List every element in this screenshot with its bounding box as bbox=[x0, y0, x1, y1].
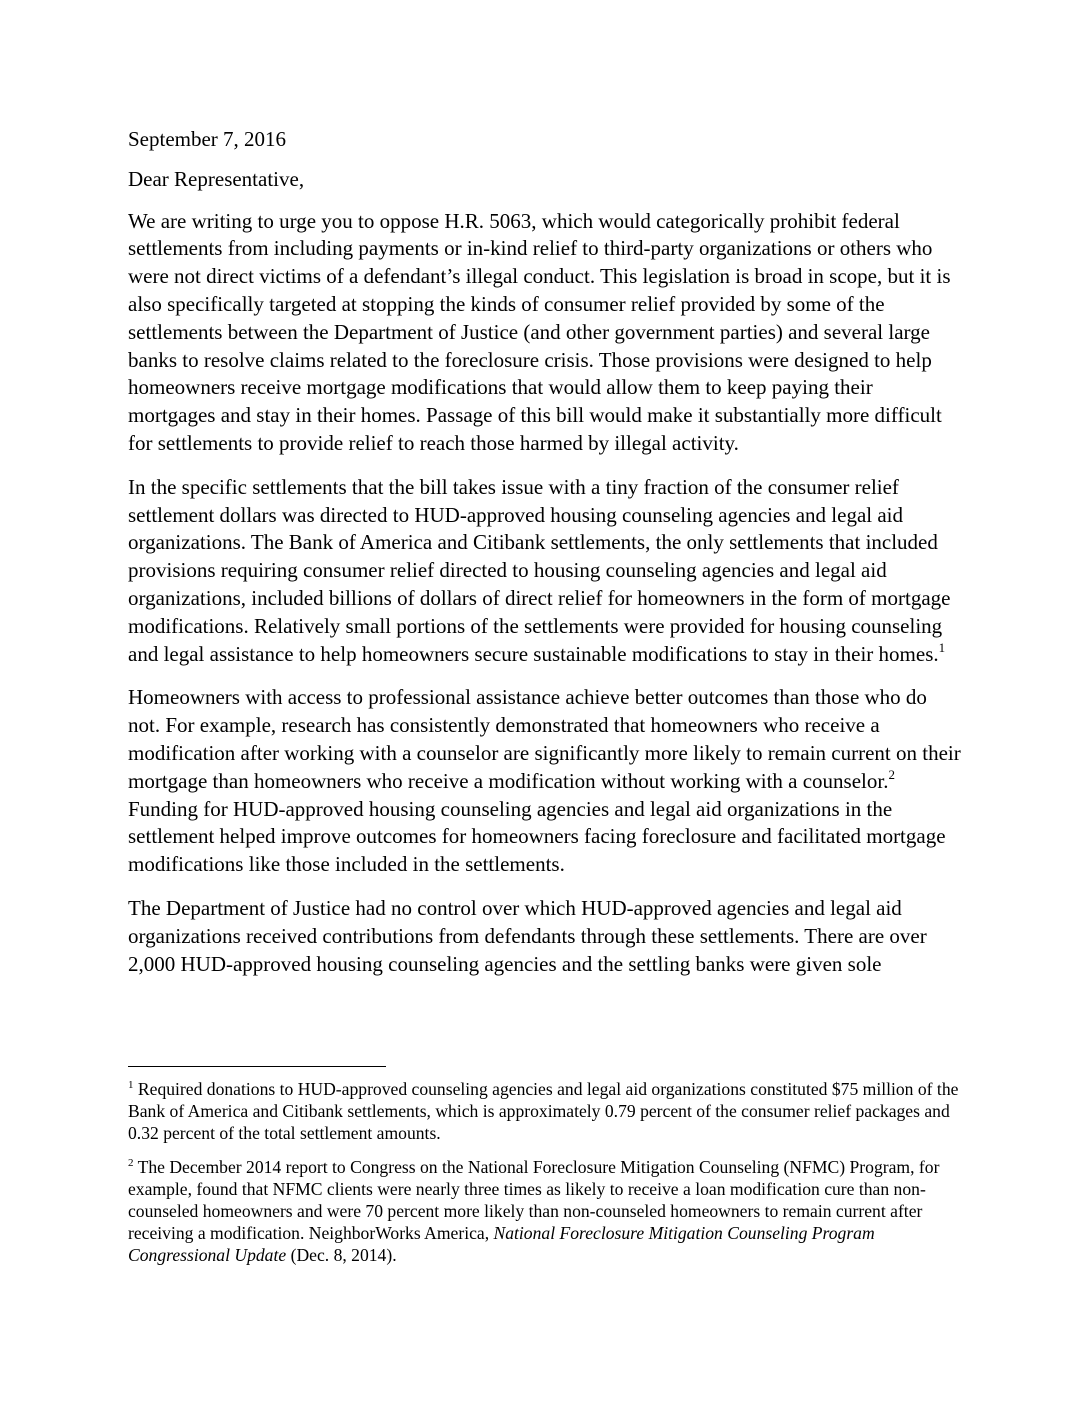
paragraph-4 bbox=[128, 895, 962, 978]
footnote-1-text: Required donations to HUD-approved counseling agencies and legal aid organizations constituted $75 million of the Bank of America and Citibank settlements, which is approximately 0.79 percent of the consumer relief packages and 0.32 percent of the total settlement amounts. bbox=[128, 1079, 959, 1143]
paragraph-3-continuation: Funding for HUD-approved housing counseling agencies and legal aid organizations in the settlement helped improve outcomes for homeowners facing foreclosure and facilitated mortgage modifications like those included in the settlements. bbox=[128, 796, 946, 877]
letter-body bbox=[128, 126, 962, 994]
footnote-divider bbox=[128, 1066, 386, 1067]
paragraph-3 bbox=[128, 684, 962, 879]
footnote-2-citation-date: (Dec. 8, 2014). bbox=[290, 1245, 397, 1265]
footnote-ref-1[interactable]: 1 bbox=[938, 639, 946, 655]
footnote-1 bbox=[128, 1078, 962, 1144]
paragraph-2 bbox=[128, 474, 962, 669]
letter-salutation: Dear Representative, bbox=[128, 166, 305, 191]
footnote-2-text: The December 2014 report to Congress on the National Foreclosure Mitigation Counseling (NFMC) Program, for example, found that NFMC clients were nearly three times as likely to receive a loan modification cure than non-counseled homeowners and were 70 percent more likely than non-counseled homeowners to remain current after receiving a modification. NeighborWorks America, bbox=[128, 1157, 940, 1243]
footnote-2-citation-title: National Foreclosure Mitigation Counseling Program Congressional Update bbox=[128, 1223, 875, 1265]
paragraph-1 bbox=[128, 208, 962, 458]
paragraph-4-text: The Department of Justice had no control over which HUD-approved agencies and legal aid organizations received contributions from defendants through these settlements. There are over 2,000 HUD-approved housing counseling agencies and the settling banks were given sole bbox=[128, 895, 927, 976]
footnote-ref-2[interactable]: 2 bbox=[888, 766, 895, 782]
footnote-1-number: 1 bbox=[128, 1079, 134, 1092]
footnote-2-number: 2 bbox=[128, 1157, 134, 1170]
paragraph-2-text: In the specific settlements that the bill takes issue with a tiny fraction of the consumer relief settlement dollars was directed to HUD-approved housing counseling agencies and legal aid organizations. The Bank of America and Citibank settlements, the only settlements that included provisions requiring consumer relief directed to housing counseling agencies and legal aid organizations, included billions of dollars of direct relief for homeowners in the form of mortgage modifications. Relatively small portions of the settlements were provided for housing counseling and legal assistance to help homeowners secure sustainable modifications to stay in their homes. bbox=[128, 474, 951, 666]
footnotes-section bbox=[128, 1078, 962, 1278]
paragraph-3-text: Homeowners with access to professional assistance achieve better outcomes than those who do not. For example, research has consistently demonstrated that homeowners who receive a modification after working with a counselor are significantly more likely to remain current on their mortgage than homeowners who receive a modification without working with a counselor. bbox=[128, 685, 961, 793]
paragraph-1-text: We are writing to urge you to oppose H.R. 5063, which would categorically prohibit federal settlements from including payments or in-kind relief to third-party organizations or others who were not direct victims of a defendant’s illegal conduct. This legislation is broad in scope, but it is also specifically targeted at stopping the kinds of consumer relief provided by some of the settlements between the Department of Justice (and other government parties) and several large banks to resolve claims related to the foreclosure crisis. Those provisions were designed to help homeowners receive mortgage modifications that would allow them to keep paying their mortgages and stay in their homes. Passage of this bill would make it substantially more difficult for settlements to provide relief to reach those harmed by illegal activity. bbox=[128, 208, 951, 455]
footnote-2 bbox=[128, 1156, 962, 1266]
letter-date: September 7, 2016 bbox=[128, 127, 287, 151]
